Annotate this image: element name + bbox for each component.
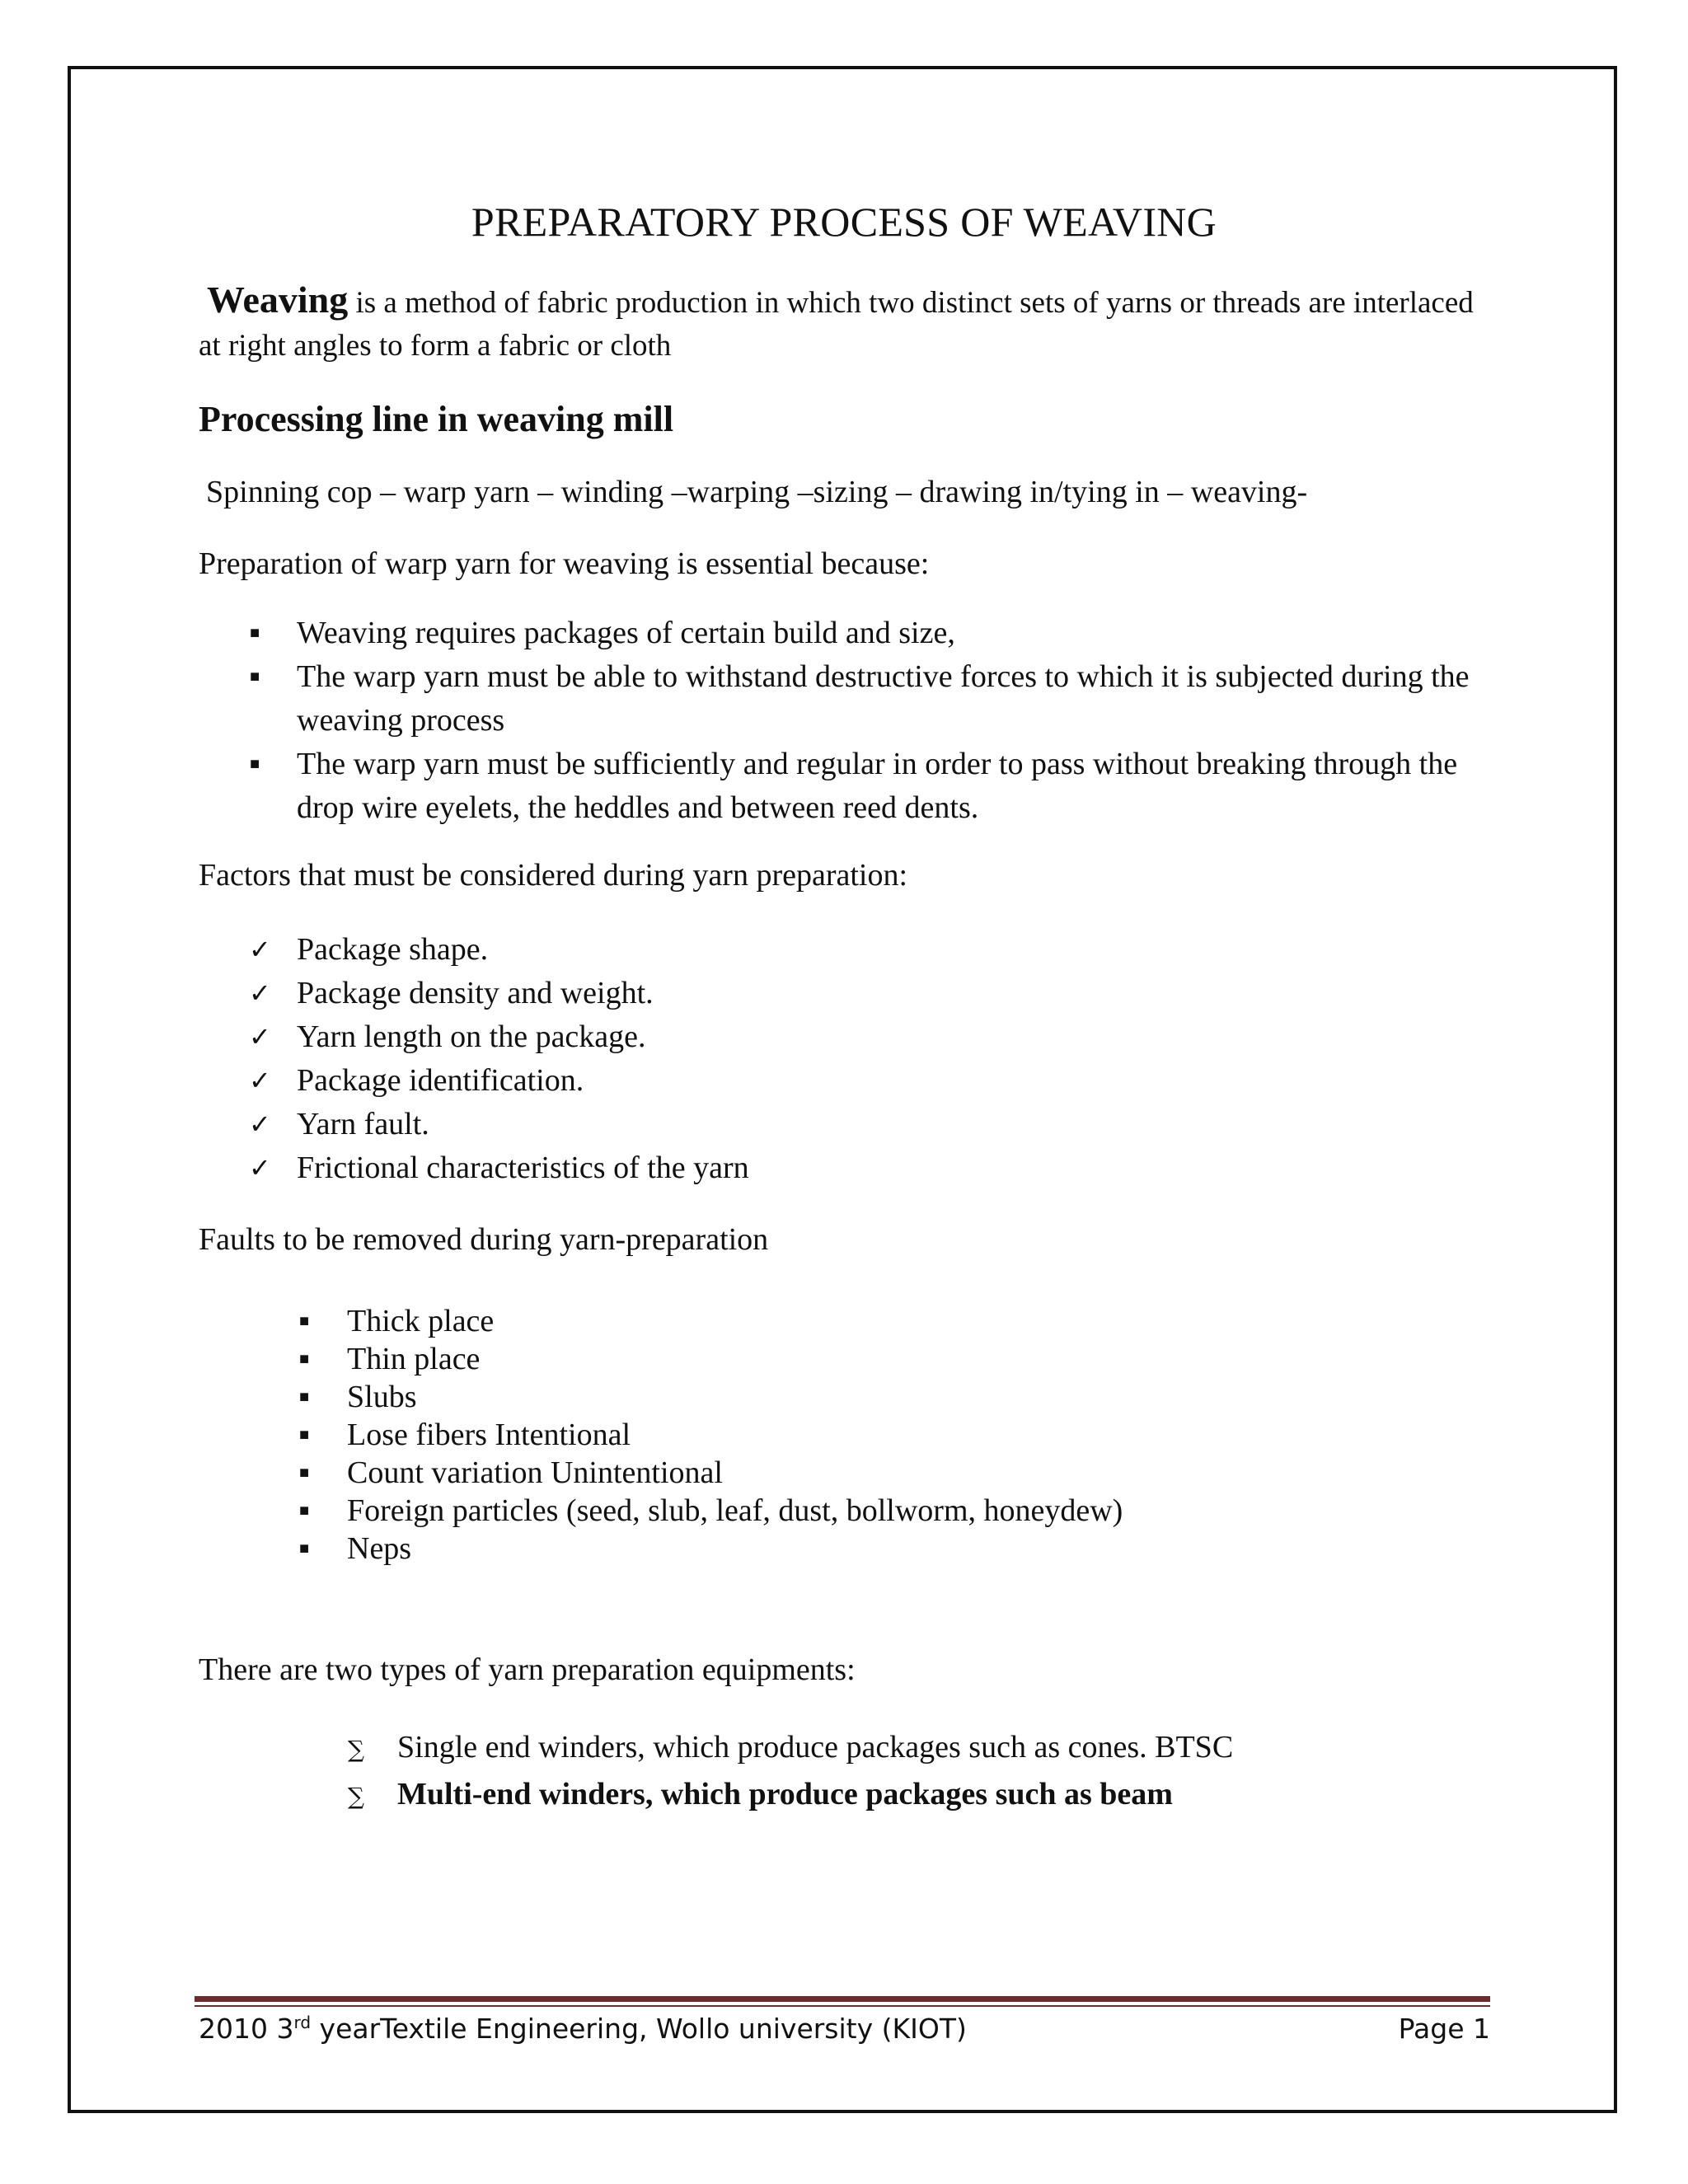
square-bullet-icon: ■ [299, 1540, 310, 1558]
list-item: ∑ Single end winders, which produce packages such as cones. BTSC [397, 1724, 1469, 1771]
square-bullet-icon: ■ [250, 668, 260, 686]
warp-prep-reasons-list [250, 612, 1500, 830]
footer-divider-thin [195, 2005, 1490, 2007]
check-icon: ✓ [249, 977, 271, 1009]
intro-paragraph [199, 279, 1501, 368]
equipment-intro: There are two types of yarn preparation equipments: [199, 1652, 856, 1687]
footer-divider [195, 1996, 1490, 2002]
check-icon: ✓ [249, 1021, 271, 1052]
list-item: ✓ Yarn fault. [297, 1103, 1451, 1146]
square-bullet-icon: ■ [299, 1464, 310, 1482]
intro-definition: is a method of fabric production in which two distinct sets of yarns or threads are interlaced at right angles to form a fabric or cloth [199, 286, 1474, 363]
sigma-bullet-icon: ∑ [348, 1783, 364, 1810]
square-bullet-icon: ■ [250, 755, 260, 773]
square-bullet-icon: ■ [299, 1426, 310, 1444]
processing-heading: Processing line in weaving mill [199, 399, 674, 439]
factors-list [249, 928, 1451, 1190]
page-title: PREPARATORY PROCESS OF WEAVING [471, 199, 1217, 245]
equipment-list [348, 1724, 1469, 1818]
list-item: ■ Thick place [299, 1304, 495, 1338]
page-number: Page 1 [1398, 2013, 1490, 2045]
check-icon: ✓ [249, 1065, 271, 1096]
list-item: ■ Lose fibers Intentional [299, 1418, 631, 1452]
check-icon: ✓ [249, 1108, 271, 1140]
list-item: ■ Foreign particles (seed, slub, leaf, dust, bollworm, honeydew) [299, 1493, 1123, 1528]
list-item: ■ Count variation Unintentional [299, 1455, 723, 1490]
faults-list [299, 1302, 1418, 1568]
list-item: ■ The warp yarn must be sufficiently and regular in order to pass without breaking through the drop wire eyelets, the heddles and between reed dents. [297, 743, 1500, 830]
list-item: ■ Thin place [299, 1342, 481, 1376]
list-item: ✓ Package shape. [297, 928, 1451, 972]
square-bullet-icon: ■ [250, 624, 260, 642]
list-item: ∑ Multi-end winders, which produce packages such as beam [397, 1771, 1469, 1818]
factors-intro: Factors that must be considered during yarn preparation: [199, 858, 908, 893]
list-item: ✓ Package identification. [297, 1059, 1451, 1103]
footer-course: 2010 3rd yearTextile Engineering, Wollo university (KIOT) [199, 2013, 967, 2045]
list-item: ✓ Package density and weight. [297, 972, 1451, 1015]
intro-term: Weaving [207, 279, 349, 321]
list-item: ■ Neps [299, 1531, 412, 1566]
square-bullet-icon: ■ [299, 1502, 310, 1520]
list-item: ■ Weaving requires packages of certain build and size, [297, 612, 1500, 655]
list-item: ✓ Frictional characteristics of the yarn [297, 1146, 1451, 1190]
check-icon: ✓ [249, 1152, 271, 1183]
square-bullet-icon: ■ [299, 1388, 310, 1406]
processing-flow: Spinning cop – warp yarn – winding –warping –sizing – drawing in/tying in – weaving- [206, 475, 1308, 509]
list-item: ✓ Yarn length on the package. [297, 1015, 1451, 1059]
sigma-bullet-icon: ∑ [348, 1736, 364, 1763]
square-bullet-icon: ■ [299, 1312, 310, 1330]
square-bullet-icon: ■ [299, 1350, 310, 1368]
check-icon: ✓ [249, 934, 271, 965]
list-item: ■ The warp yarn must be able to withstand destructive forces to which it is subjected during the weaving process [297, 655, 1500, 743]
warp-prep-intro: Preparation of warp yarn for weaving is essential because: [199, 546, 930, 581]
faults-intro: Faults to be removed during yarn-preparation [199, 1222, 769, 1257]
list-item: ■ Slubs [299, 1380, 417, 1414]
